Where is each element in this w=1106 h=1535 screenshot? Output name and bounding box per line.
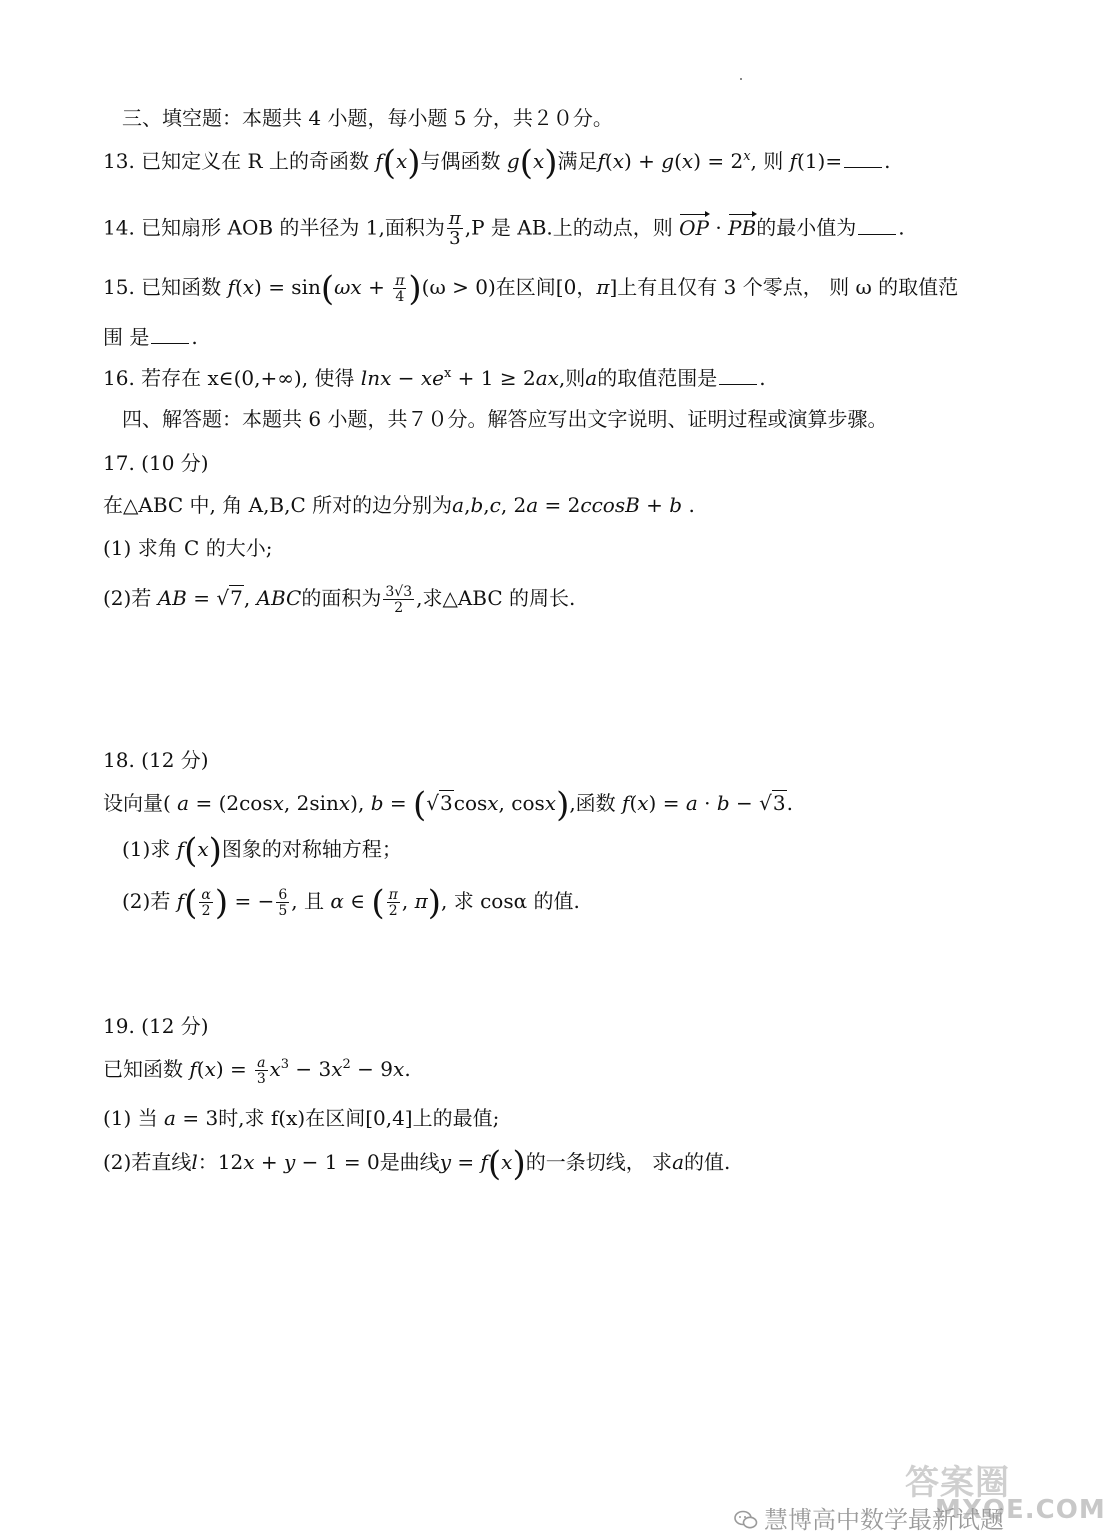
question-18-part1: (1)求 f(x)图象的对称轴方程； bbox=[122, 831, 402, 871]
question-19-stem: 已知函数 f(x) = $\frac{a}{3}$ $x^3 - 3x^2 - 9x$. bbox=[103, 1054, 411, 1087]
question-15-cont: 围 是 . bbox=[103, 325, 198, 349]
question-18-part2: (2)若 f( $\frac{\alpha}{2}$ ) = − $\frac{6}{5}$ , 且 α ∈ ( $\frac{\pi}{2}$ , π), 求 cosα 的值. bbox=[122, 883, 580, 923]
question-15: 15. 已知函数 f(x) = sin(ωx + $\frac{\pi}{4}$ )(ω > 0)在区间[0，π]上有且仅有 3 个零点， 则 ω 的取值范 bbox=[103, 269, 959, 309]
watermark-site-logo: 答案圈 bbox=[905, 1463, 1010, 1503]
section4-heading: 四、解答题：本题共 6 小题，共７０分。解答应写出文字说明、证明过程或演算步骤。 bbox=[122, 407, 888, 431]
question-19-part1: (1) 当 a = 3时,求 f(x)在区间[0,4]上的最值; bbox=[103, 1106, 500, 1130]
answer-blank bbox=[151, 325, 189, 344]
question-17-heading: 17. (10 分) bbox=[103, 451, 209, 475]
answer-blank bbox=[844, 149, 882, 168]
question-19-part2: (2)若直线l：12x + y − 1 = 0是曲线y = f(x)的一条切线， 求a的值. bbox=[103, 1144, 731, 1184]
watermark-account: 慧博高中数学最新试题 bbox=[734, 1500, 1074, 1535]
speck bbox=[740, 78, 742, 80]
question-18-stem: 设向量( a = (2cosx, 2sinx), b = (√3cosx, cosx),函数 f(x) = a · b − √3. bbox=[103, 785, 793, 825]
question-18-heading: 18. (12 分) bbox=[103, 748, 209, 772]
section3-heading: 三、填空题：本题共 4 小题，每小题 5 分，共２０分。 bbox=[122, 106, 613, 130]
wechat-icon bbox=[734, 1509, 758, 1531]
question-17-stem: 在△ABC 中, 角 A,B,C 所对的边分别为a,b,c, 2a = 2ccosB + b . bbox=[103, 493, 695, 517]
question-17-part2: (2)若 AB = √7, ABC的面积为 $\frac{3√3}{2}$ ,求△ABC 的周长. bbox=[103, 583, 576, 616]
watermark-site-url: MXQE.COM bbox=[935, 1495, 1106, 1525]
question-19-heading: 19. (12 分) bbox=[103, 1014, 209, 1038]
answer-blank bbox=[858, 216, 896, 235]
question-13: 13. 已知定义在 R 上的奇函数 f(x)与偶函数 g(x)满足$f(x) + g(x) = 2^x$, 则 f(1)= . bbox=[103, 143, 891, 183]
answer-blank bbox=[719, 366, 757, 385]
question-16: 16. 若存在 x∈(0,+∞), 使得 $\ln x - xe^x + 1 \ge 2ax$,则a的取值范围是 . bbox=[103, 366, 766, 390]
question-14: 14. 已知扇形 AOB 的半径为 1,面积为 $\frac{\pi}{3}$ ,P 是 AB.上的动点，则 OP · PB的最小值为 . bbox=[103, 208, 905, 249]
question-17-part1: (1) 求角 C 的大小; bbox=[103, 536, 273, 560]
